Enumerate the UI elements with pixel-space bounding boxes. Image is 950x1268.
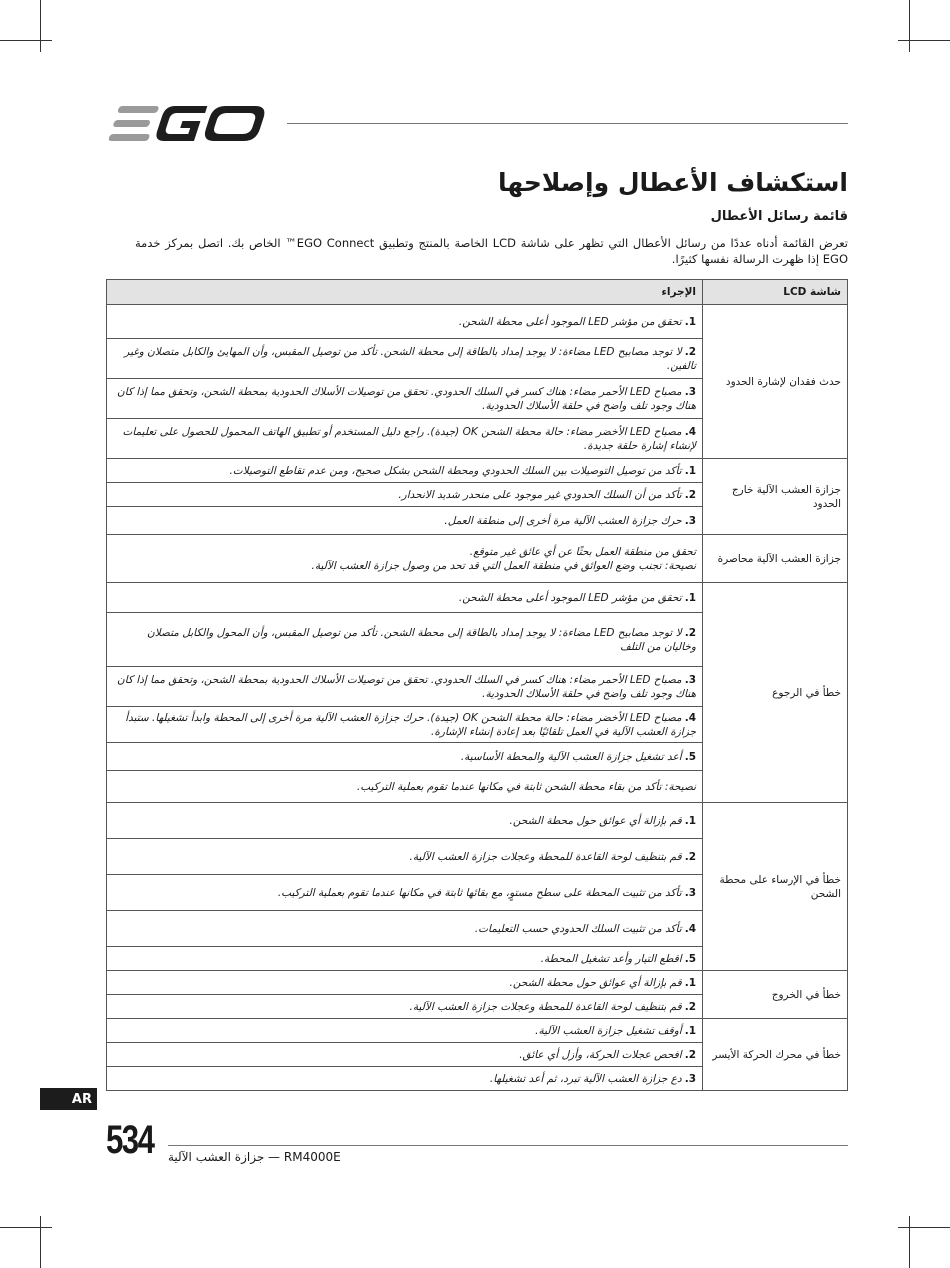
action-text: قم بتنظيف لوحة القاعدة للمحطة وعجلات جزازة العشب الآلية. xyxy=(409,1000,682,1013)
step-number: 3. xyxy=(684,1072,696,1085)
step-number: 2. xyxy=(684,1000,696,1013)
table-body xyxy=(107,305,848,1091)
step-number: 1. xyxy=(684,814,696,827)
action-cell xyxy=(107,771,703,803)
crop-mark xyxy=(40,1216,41,1268)
action-text: أوقف تشغيل جزازة العشب الآلية. xyxy=(535,1024,682,1037)
crop-mark xyxy=(909,0,910,52)
lcd-message-cell: خطأ في محرك الحركة الأيسر xyxy=(703,1019,848,1091)
step-number: 5. xyxy=(684,952,696,965)
troubleshooting-table xyxy=(106,279,848,1091)
action-cell xyxy=(107,483,703,507)
table-row xyxy=(107,1019,848,1043)
page-number: 534 xyxy=(106,1118,154,1162)
action-text: تحقق من منطقة العمل بحثًا عن أي عائق غير متوقع. xyxy=(469,545,696,558)
step-number: 4. xyxy=(684,711,696,724)
action-cell xyxy=(107,839,703,875)
action-text: مصباح LED الأحمر مضاء: هناك كسر في السلك الحدودي. تحقق من توصيلات الأسلاك الحدودية بمحطة الشحن، وتحقق مما إذا كان هناك وجود تلف واضح في حلقة الأسلاك الحدودية. xyxy=(117,673,696,700)
crop-mark xyxy=(898,40,950,41)
header-rule xyxy=(287,123,848,124)
lcd-message-cell: خطأ في الرجوع xyxy=(703,583,848,803)
step-number: 2. xyxy=(684,626,696,639)
section-subtitle: قائمة رسائل الأعطال xyxy=(710,209,848,224)
language-badge: AR xyxy=(40,1088,97,1110)
action-cell xyxy=(107,803,703,839)
action-cell xyxy=(107,1019,703,1043)
action-cell xyxy=(107,707,703,743)
action-text: دع جزازة العشب الآلية تبرد، ثم أعد تشغيلها. xyxy=(489,1072,682,1085)
action-cell xyxy=(107,971,703,995)
step-number: 4. xyxy=(684,425,696,438)
crop-mark xyxy=(0,1227,52,1228)
page-title: استكشاف الأعطال وإصلاحها xyxy=(497,168,848,197)
action-text: أعد تشغيل جزازة العشب الآلية والمحطة الأساسية. xyxy=(460,750,682,763)
action-cell xyxy=(107,1043,703,1067)
step-number: 1. xyxy=(684,591,696,604)
action-text: قم بإزالة أي عوائق حول محطة الشحن. xyxy=(509,976,682,989)
step-number: 1. xyxy=(684,464,696,477)
action-text: لا توجد مصابيح LED مضاءة: لا يوجد إمداد بالطاقة إلى محطة الشحن. تأكد من توصيل المقبس، وأن المحول والكابل متصلان وخاليان من التلف xyxy=(147,626,696,653)
table-row xyxy=(107,971,848,995)
action-cell xyxy=(107,995,703,1019)
action-cell xyxy=(107,459,703,483)
table-row xyxy=(107,305,848,339)
crop-mark xyxy=(0,40,52,41)
action-text: لا توجد مصابيح LED مضاءة: لا يوجد إمداد بالطاقة إلى محطة الشحن. تأكد من توصيل المقبس، وأن المهايئ والكابل متصلان وغير تالفين. xyxy=(124,345,696,372)
step-number: 3. xyxy=(684,673,696,686)
action-text: مصباح LED الأحمر مضاء: هناك كسر في السلك الحدودي. تحقق من توصيلات الأسلاك الحدودية بمحطة الشحن، وتحقق مما إذا كان هناك وجود تلف واضح في حلقة الأسلاك الحدودية. xyxy=(117,385,696,412)
action-text: تأكد من أن السلك الحدودي غير موجود على منحدر شديد الانحدار. xyxy=(398,488,682,501)
action-text: تأكد من توصيل التوصيلات بين السلك الحدودي ومحطة الشحن بشكل صحيح، ومن عدم تقاطع التوصيلات. xyxy=(229,464,682,477)
footer-rule xyxy=(168,1145,848,1146)
action-text: اقطع التيار وأعد تشغيل المحطة. xyxy=(540,952,682,965)
step-number: 2. xyxy=(684,345,696,358)
action-cell xyxy=(107,419,703,459)
action-text: تحقق من مؤشر LED الموجود أعلى محطة الشحن. xyxy=(458,591,682,604)
crop-mark xyxy=(909,1216,910,1268)
footer-model-text: RM4000E — جزازة العشب الآلية xyxy=(168,1150,341,1164)
action-cell xyxy=(107,1067,703,1091)
action-cell xyxy=(107,613,703,667)
action-cell xyxy=(107,535,703,583)
table-row xyxy=(107,583,848,613)
action-text: قم بتنظيف لوحة القاعدة للمحطة وعجلات جزازة العشب الآلية. xyxy=(409,850,682,863)
crop-mark xyxy=(40,0,41,52)
action-cell xyxy=(107,339,703,379)
action-text: مصباح LED الأخضر مضاء: حالة محطة الشحن OK (جيدة). حرك جزازة العشب الآلية مرة أخرى إلى المحطة وابدأ تشغيلها. ستبدأ جزازة العشب الآلية في العمل تلقائيًا بعد إعادة إنشاء الإشارة. xyxy=(125,711,696,738)
lcd-message-cell: جزازة العشب الآلية خارج الحدود xyxy=(703,459,848,535)
header-lcd: شاشة LCD xyxy=(703,280,848,305)
step-number: 1. xyxy=(684,1024,696,1037)
table-row xyxy=(107,803,848,839)
step-number: 3. xyxy=(684,514,696,527)
intro-paragraph: تعرض القائمة أدناه عددًا من رسائل الأعطال التي تظهر على شاشة LCD الخاصة بالمنتج وتطبيق EGO Connect™ الخاص بك. اتصل بمركز خدمة EGO إذا ظهرت الرسالة نفسها كثيرًا. xyxy=(135,236,848,266)
lcd-message-cell: جزازة العشب الآلية محاصرة xyxy=(703,535,848,583)
action-text: تأكد من تثبيت المحطة على سطح مستوٍ، مع بقائها ثابتة في مكانها عندما تقوم بعملية التركيب. xyxy=(277,886,682,899)
action-tip: نصيحة: تجنب وضع العوائق في منطقة العمل التي قد تحد من وصول جزازة العشب الآلية. xyxy=(311,559,696,572)
step-number: 2. xyxy=(684,488,696,501)
action-cell xyxy=(107,947,703,971)
header-action: الإجراء xyxy=(107,280,703,305)
action-text: افحص عجلات الحركة، وأزل أي عائق. xyxy=(519,1048,682,1061)
action-cell xyxy=(107,743,703,771)
action-cell xyxy=(107,911,703,947)
table-header-row xyxy=(107,280,848,305)
action-cell xyxy=(107,507,703,535)
action-cell xyxy=(107,305,703,339)
step-number: 5. xyxy=(684,750,696,763)
action-cell xyxy=(107,875,703,911)
step-number: 1. xyxy=(684,315,696,328)
lcd-message-cell: حدث فقدان لإشارة الحدود xyxy=(703,305,848,459)
action-text: مصباح LED الأخضر مضاء: حالة محطة الشحن OK (جيدة). راجع دليل المستخدم أو تطبيق الهاتف المحمول للحصول على تعليمات لإنشاء إشارة حلقة جديدة. xyxy=(122,425,696,452)
action-text: تحقق من مؤشر LED الموجود أعلى محطة الشحن. xyxy=(458,315,682,328)
action-text: حرك جزازة العشب الآلية مرة أخرى إلى منطقة العمل. xyxy=(444,514,682,527)
step-number: 1. xyxy=(684,976,696,989)
step-number: 2. xyxy=(684,1048,696,1061)
lcd-message-cell: خطأ في الخروج xyxy=(703,971,848,1019)
step-number: 3. xyxy=(684,385,696,398)
table-row xyxy=(107,459,848,483)
action-cell xyxy=(107,379,703,419)
action-text: نصيحة: تأكد من بقاء محطة الشحن ثابتة في مكانها عندما تقوم بعملية التركيب. xyxy=(356,780,696,793)
crop-mark xyxy=(898,1227,950,1228)
step-number: 2. xyxy=(684,850,696,863)
step-number: 3. xyxy=(684,886,696,899)
action-text: تأكد من تثبيت السلك الحدودي حسب التعليمات. xyxy=(474,922,682,935)
lcd-message-cell: خطأ في الإرساء على محطة الشحن xyxy=(703,803,848,971)
ego-logo xyxy=(106,104,276,144)
action-text: قم بإزالة أي عوائق حول محطة الشحن. xyxy=(509,814,682,827)
action-cell xyxy=(107,583,703,613)
step-number: 4. xyxy=(684,922,696,935)
action-cell xyxy=(107,667,703,707)
table-row xyxy=(107,535,848,583)
